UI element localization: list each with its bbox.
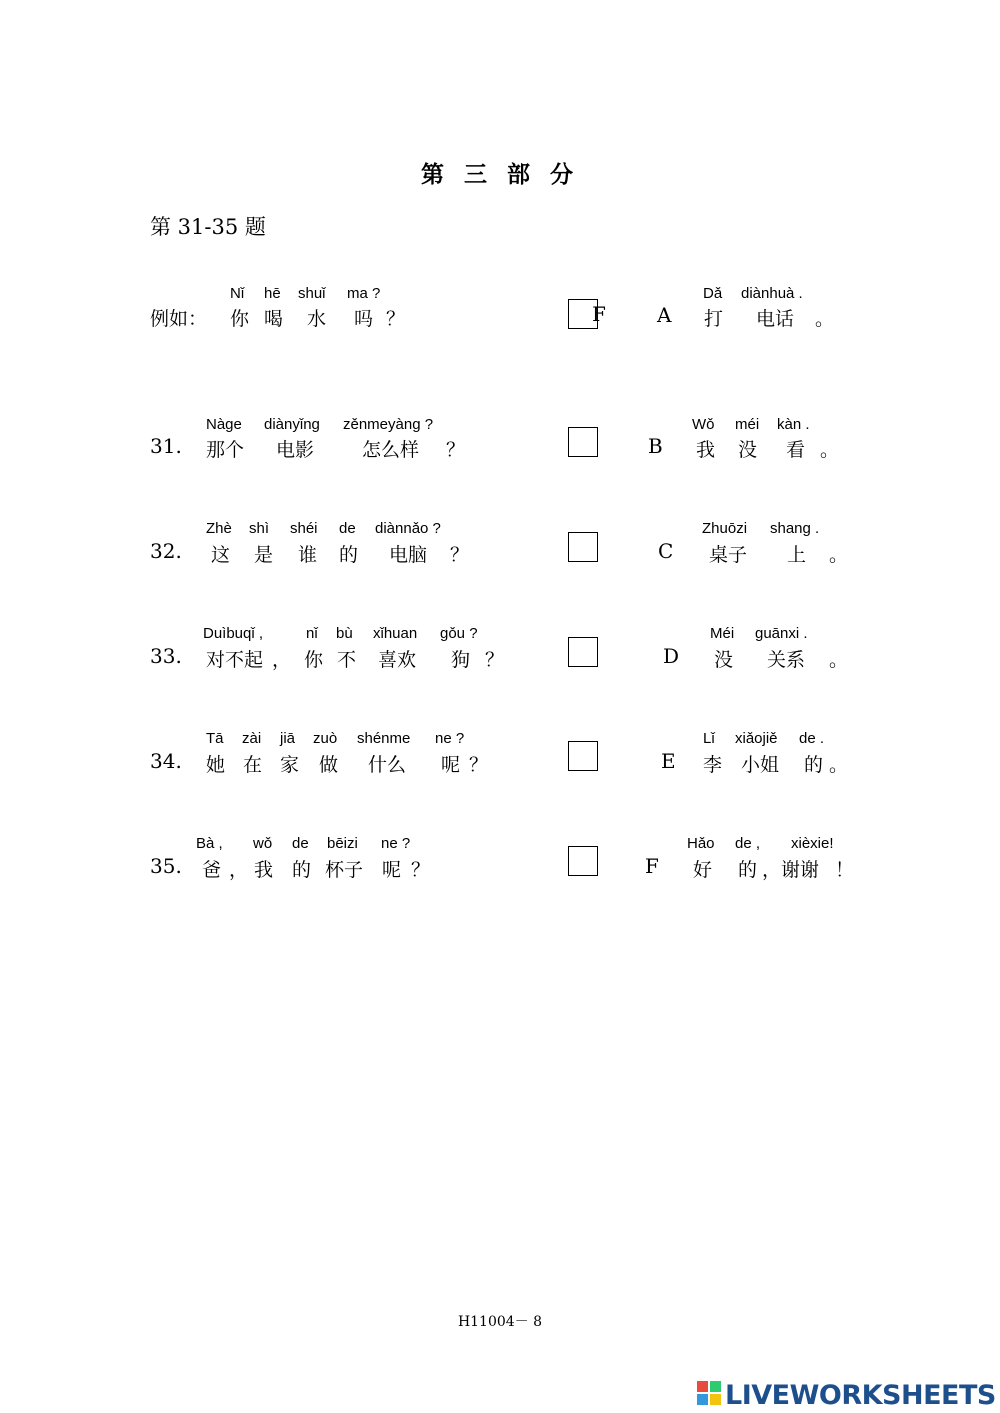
question-number: 32.: [150, 539, 182, 563]
pinyin: Zhè: [206, 520, 232, 537]
hanzi: 爸: [202, 859, 222, 881]
pinyin: bēizi: [327, 835, 358, 852]
answer-box-33[interactable]: [568, 637, 598, 667]
pinyin: diànyǐng: [264, 416, 320, 433]
pinyin: ne ?: [381, 835, 411, 852]
pinyin: de: [292, 835, 309, 852]
pinyin: jiā: [280, 730, 296, 747]
pinyin: zuò: [313, 730, 338, 747]
pinyin: Tā: [206, 730, 224, 747]
hanzi: 家: [280, 754, 300, 776]
hanzi: 。: [820, 439, 840, 461]
pinyin: ne ?: [435, 730, 465, 747]
pinyin: xiǎojiě: [735, 730, 778, 747]
hanzi: 杯子: [325, 859, 364, 881]
pinyin: shéi: [290, 520, 318, 537]
option-letter: F: [645, 854, 659, 878]
hanzi: 喜欢: [378, 649, 417, 671]
option-letter: A: [657, 303, 672, 327]
pinyin: xièxie!: [791, 835, 834, 852]
pinyin: de ,: [735, 835, 761, 852]
question-number: 33.: [150, 644, 182, 668]
pinyin: zài: [242, 730, 262, 747]
hanzi: 喝: [264, 308, 284, 330]
example-label: 例如：: [150, 308, 208, 330]
liveworksheets-logo: [697, 1378, 996, 1412]
pinyin: gǒu ?: [440, 625, 478, 642]
answer-box-31[interactable]: [568, 427, 598, 457]
logo-blocks-icon: [697, 1381, 723, 1409]
pinyin: ma ?: [347, 285, 381, 302]
pinyin: hē: [264, 285, 281, 302]
option-letter: E: [661, 749, 676, 773]
hanzi: 。: [829, 544, 849, 566]
hanzi: 做: [319, 754, 339, 776]
answer-box-32[interactable]: [568, 532, 598, 562]
pinyin: Hǎo: [687, 835, 715, 852]
pinyin: Nàge: [206, 416, 242, 433]
hanzi: ，谢谢: [762, 859, 820, 881]
hanzi: 的: [738, 859, 758, 881]
hanzi: 吗: [354, 308, 374, 330]
question-number: 31.: [150, 434, 182, 458]
pinyin: Nǐ: [230, 285, 245, 302]
hanzi: 看: [786, 439, 806, 461]
option-letter: C: [658, 539, 674, 563]
hanzi: 上: [787, 544, 807, 566]
logo-text: LIVEWORKSHEETS: [725, 1379, 996, 1411]
hanzi: 。: [815, 308, 835, 330]
hanzi: 电话: [756, 308, 795, 330]
hanzi: 。: [829, 754, 849, 776]
answer-box-34[interactable]: [568, 741, 598, 771]
hanzi: 那个: [206, 439, 245, 461]
pinyin: diànnǎo ?: [375, 520, 441, 537]
hanzi: 什么: [368, 754, 407, 776]
pinyin: kàn .: [777, 416, 810, 433]
hanzi: 桌子: [709, 544, 748, 566]
pinyin: Zhuōzi: [702, 520, 748, 537]
hanzi: 不: [337, 649, 357, 671]
hanzi: 她: [206, 754, 226, 776]
hanzi: 李: [703, 754, 723, 776]
hanzi: 在: [243, 754, 263, 776]
example-answer: F: [592, 302, 606, 326]
pinyin: nǐ: [306, 625, 318, 642]
hanzi: 是: [254, 544, 274, 566]
hanzi: 小姐: [741, 754, 780, 776]
hanzi: ？: [450, 544, 470, 566]
hanzi: 呢: [441, 754, 461, 776]
hanzi: 对不起: [206, 649, 264, 671]
hanzi: 关系: [767, 649, 806, 671]
hanzi: 我: [696, 439, 716, 461]
hanzi: ？: [446, 439, 466, 461]
pinyin: Dǎ: [703, 285, 723, 302]
hanzi: 我: [254, 859, 274, 881]
hanzi: 狗: [451, 649, 471, 671]
hanzi: ！: [835, 859, 855, 881]
hanzi: 怎么样: [362, 439, 420, 461]
pinyin: shang .: [770, 520, 820, 537]
hanzi: 的: [804, 754, 824, 776]
hanzi: 好: [693, 859, 713, 881]
pinyin: de: [339, 520, 356, 537]
pinyin: xǐhuan: [373, 625, 418, 642]
hanzi: 这: [211, 544, 231, 566]
hanzi: 没: [738, 439, 758, 461]
pinyin: shénme: [357, 730, 411, 747]
question-number: 35.: [150, 854, 182, 878]
hanzi: ，: [229, 859, 249, 881]
hanzi: ？: [386, 308, 406, 330]
page-title: 第 三 部 分: [420, 161, 580, 188]
hanzi: 。: [829, 649, 849, 671]
pinyin: bù: [336, 625, 353, 642]
hanzi: 呢: [382, 859, 402, 881]
pinyin: zěnmeyàng ?: [343, 416, 434, 433]
option-letter: B: [648, 434, 663, 458]
pinyin: méi: [735, 416, 760, 433]
hanzi: 没: [714, 649, 734, 671]
hanzi: ？: [411, 859, 431, 881]
pinyin: de .: [799, 730, 825, 747]
hanzi: 的: [339, 544, 359, 566]
hanzi: 电影: [276, 439, 315, 461]
pinyin: wǒ: [253, 835, 273, 852]
pinyin: shì: [249, 520, 270, 537]
pinyin: Lǐ: [703, 730, 715, 747]
hanzi: 你: [230, 308, 250, 330]
pinyin: Duìbuqǐ ,: [203, 625, 264, 642]
page-footer: H11004－ 8: [457, 1314, 543, 1330]
hanzi: 电脑: [389, 544, 428, 566]
hanzi: 谁: [298, 544, 318, 566]
hanzi: 水: [307, 308, 327, 330]
hanzi: ？: [485, 649, 505, 671]
hanzi: ，: [272, 649, 292, 671]
hanzi: 打: [704, 308, 724, 330]
pinyin: Méi: [710, 625, 735, 642]
section-heading: 第 31-35 题: [150, 215, 266, 239]
pinyin: shuǐ: [298, 285, 326, 302]
question-number: 34.: [150, 749, 182, 773]
option-letter: D: [663, 644, 680, 668]
hanzi: ？: [469, 754, 489, 776]
pinyin: diànhuà .: [741, 285, 803, 302]
pinyin: Wǒ: [692, 416, 715, 433]
hanzi: 的: [292, 859, 312, 881]
hanzi: 你: [304, 649, 324, 671]
pinyin: guānxi .: [755, 625, 808, 642]
answer-box-35[interactable]: [568, 846, 598, 876]
pinyin: Bà ,: [196, 835, 223, 852]
